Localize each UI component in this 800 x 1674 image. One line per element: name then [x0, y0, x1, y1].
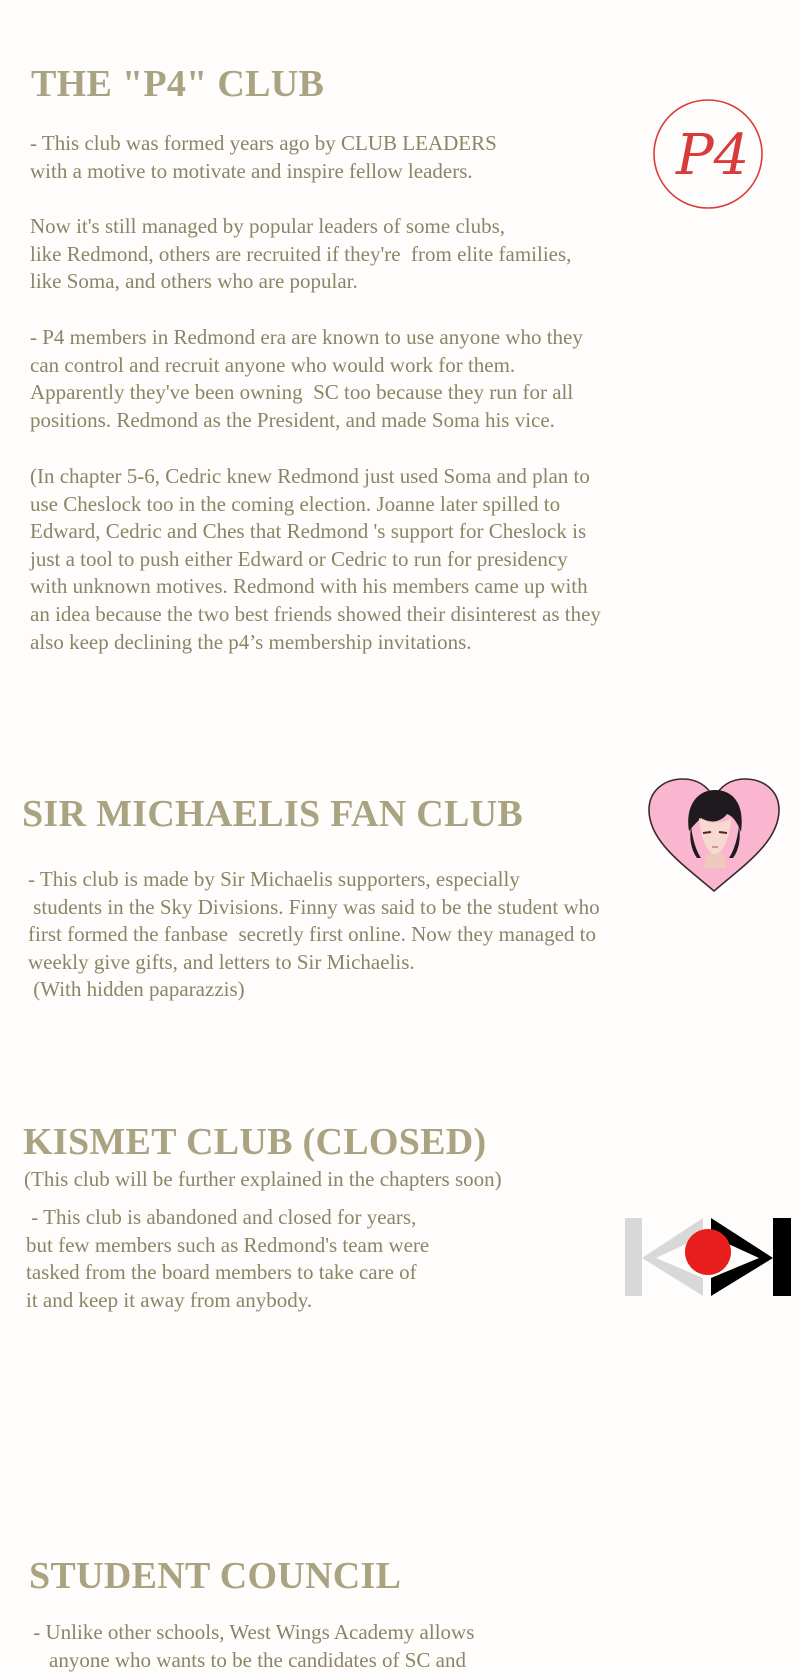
kismet-club-subtitle: (This club will be further explained in the chapters soon) — [24, 1167, 502, 1191]
kismet-club-logo — [623, 1214, 795, 1300]
fan-club-para-1: - This club is made by Sir Michaelis supporters, especially students in the Sky Divisions. Finny was said to be the student who first formed the fanbase secretly first online. Now they managed to weekly give gifts, and letters to Sir Michaelis. (With hidden paparazzis) — [28, 867, 600, 1002]
fan-club-heart-portrait-icon — [645, 776, 783, 894]
kismet-club-para-1: - This club is abandoned and closed for years, but few members such as Redmond's team were tasked from the board members to take care of it and keep it away from anybody. — [26, 1205, 430, 1312]
p4-club-para-3: - P4 members in Redmond era are known to use anyone who they can control and recruit anyone who would work for them. Apparently they've been owning SC too because they run for all positions. Redmond as the President, and made Soma his vice. — [30, 325, 583, 432]
p4-club-para-1: - This club was formed years ago by CLUB LEADERS with a motive to motivate and inspire fellow leaders. — [30, 131, 497, 183]
p4-club-logo — [652, 98, 764, 210]
p4-club-title: THE "P4" CLUB — [31, 63, 325, 105]
student-council-title: STUDENT COUNCIL — [29, 1555, 402, 1597]
p4-club-para-4: (In chapter 5-6, Cedric knew Redmond just used Soma and plan to use Cheslock too in the coming election. Joanne later spilled to Edward, Cedric and Ches that Redmond 's support for Cheslock is just a tool to push either Edward or Cedric to run for presidency with unknown motives. Redmond with his members came up with an idea because the two best friends showed their disinterest as they also keep declining the p4’s membership invitations. — [30, 464, 601, 654]
fan-club-title: SIR MICHAELIS FAN CLUB — [22, 793, 524, 835]
p4-club-para-2: Now it's still managed by popular leaders of some clubs, like Redmond, others are recruited if they're from elite families, like Soma, and others who are popular. — [30, 214, 572, 294]
student-council-para-1: - Unlike other schools, West Wings Academy allows anyone who wants to be the candidates of SC and — [33, 1620, 475, 1672]
kismet-club-title: KISMET CLUB (CLOSED) — [23, 1121, 487, 1163]
p4-logo-letter: P4 — [676, 123, 750, 188]
